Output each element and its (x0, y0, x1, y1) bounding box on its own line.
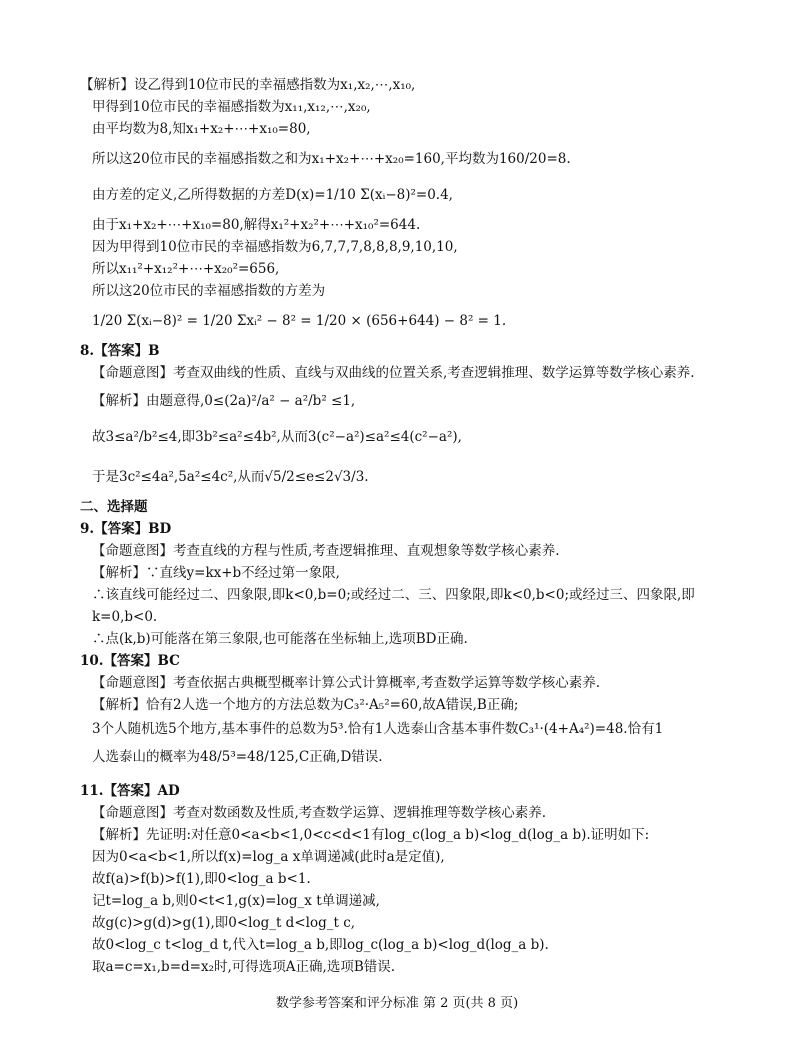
text-line: 由平均数为8,知x₁+x₂+⋯+x₁₀=80, (92, 121, 311, 137)
text-line: 【命题意图】考查依据古典概型概率计算公式计算概率,考查数学运算等数学核心素养. (92, 675, 601, 691)
text-line: 1/20 Σ(xᵢ−8)² = 1/20 Σxᵢ² − 8² = 1/20 × (656+644) − 8² = 1. (92, 313, 507, 329)
text-line: k=0,b<0. (92, 609, 158, 625)
text-line: 故0<log_c t<log_d t,代入t=log_a b,即log_c(log_a b)<log_d(log_a b). (92, 937, 549, 953)
text-line: 因为甲得到10位市民的幸福感指数为6,7,7,7,8,8,8,9,10,10, (92, 239, 458, 255)
text-line: 【解析】恰有2人选一个地方的方法总数为C₃²·A₅²=60,故A错误,B正确; (92, 697, 519, 713)
text-line: 【命题意图】考查直线的方程与性质,考查逻辑推理、直观想象等数学核心素养. (92, 543, 560, 559)
text-line: 因为0<a<b<1,所以f(x)=log_a x单调递减(此时a是定值), (92, 849, 445, 865)
text-line: 【命题意图】考查双曲线的性质、直线与双曲线的位置关系,考查逻辑推理、数学运算等数学核心素养. (92, 365, 695, 381)
text-line: 记t=log_a b,则0<t<1,g(x)=log_x t单调递减, (92, 893, 380, 909)
text-line: ∴该直线可能经过二、四象限,即k<0,b=0;或经过二、三、四象限,即k<0,b<0;或经过三、四象限,即 (92, 587, 695, 603)
page-footer: 数学参考答案和评分标准 第 2 页(共 8 页) (275, 996, 519, 1011)
text-line: ∴点(k,b)可能落在第三象限,也可能落在坐标轴上,选项BD正确. (92, 631, 468, 647)
text-line: 【解析】设乙得到10位市民的幸福感指数为x₁,x₂,⋯,x₁₀, (80, 77, 416, 93)
text-line: 故3≤a²/b²≤4,即3b²≤a²≤4b²,从而3(c²−a²)≤a²≤4(c²−a²), (92, 429, 462, 445)
answer-heading-9: 9.【答案】BD (80, 521, 172, 537)
text-line: 【解析】由题意得,0≤(2a)²/a² − a²/b² ≤1, (92, 393, 356, 409)
text-line: 所以这20位市民的幸福感指数的方差为 (92, 283, 326, 299)
answer-heading-10: 10.【答案】BC (80, 653, 180, 669)
text-line: 人选泰山的概率为48/5³=48/125,C正确,D错误. (92, 749, 383, 765)
text-line: 由于x₁+x₂+⋯+x₁₀=80,解得x₁²+x₂²+⋯+x₁₀²=644. (92, 217, 421, 233)
section-heading: 二、选择题 (80, 499, 148, 515)
text-line: 3个人随机选5个地方,基本事件的总数为5³.恰有1人选泰山含基本事件数C₃¹·(4+A₄²)=48.恰有1 (92, 721, 664, 737)
text-line: 所以这20位市民的幸福感指数之和为x₁+x₂+⋯+x₂₀=160,平均数为160/20=8. (92, 151, 571, 167)
text-line: 【解析】∵直线y=kx+b不经过第一象限, (92, 565, 340, 581)
answer-heading-11: 11.【答案】AD (80, 783, 180, 799)
answer-heading-8: 8.【答案】B (80, 343, 160, 359)
text-line: 故f(a)>f(b)>f(1),即0<log_a b<1. (92, 871, 311, 887)
text-line: 由方差的定义,乙所得数据的方差D(x)=1/10 Σ(xᵢ−8)²=0.4, (92, 187, 453, 203)
text-line: 【命题意图】考查对数函数及性质,考查数学运算、逻辑推理等数学核心素养. (92, 805, 547, 821)
text-line: 于是3c²≤4a²,5a²≤4c²,从而√5/2≤e≤2√3/3. (92, 469, 369, 485)
text-line: 甲得到10位市民的幸福感指数为x₁₁,x₁₂,⋯,x₂₀, (92, 99, 371, 115)
text-line: 取a=c=x₁,b=d=x₂时,可得选项A正确,选项B错误. (92, 959, 396, 975)
text-line: 所以x₁₁²+x₁₂²+⋯+x₂₀²=656, (92, 261, 280, 277)
text-line: 故g(c)>g(d)>g(1),即0<log_t d<log_t c, (92, 915, 356, 931)
text-line: 【解析】先证明:对任意0<a<b<1,0<c<d<1有log_c(log_a b)<log_d(log_a b).证明如下: (92, 827, 650, 843)
